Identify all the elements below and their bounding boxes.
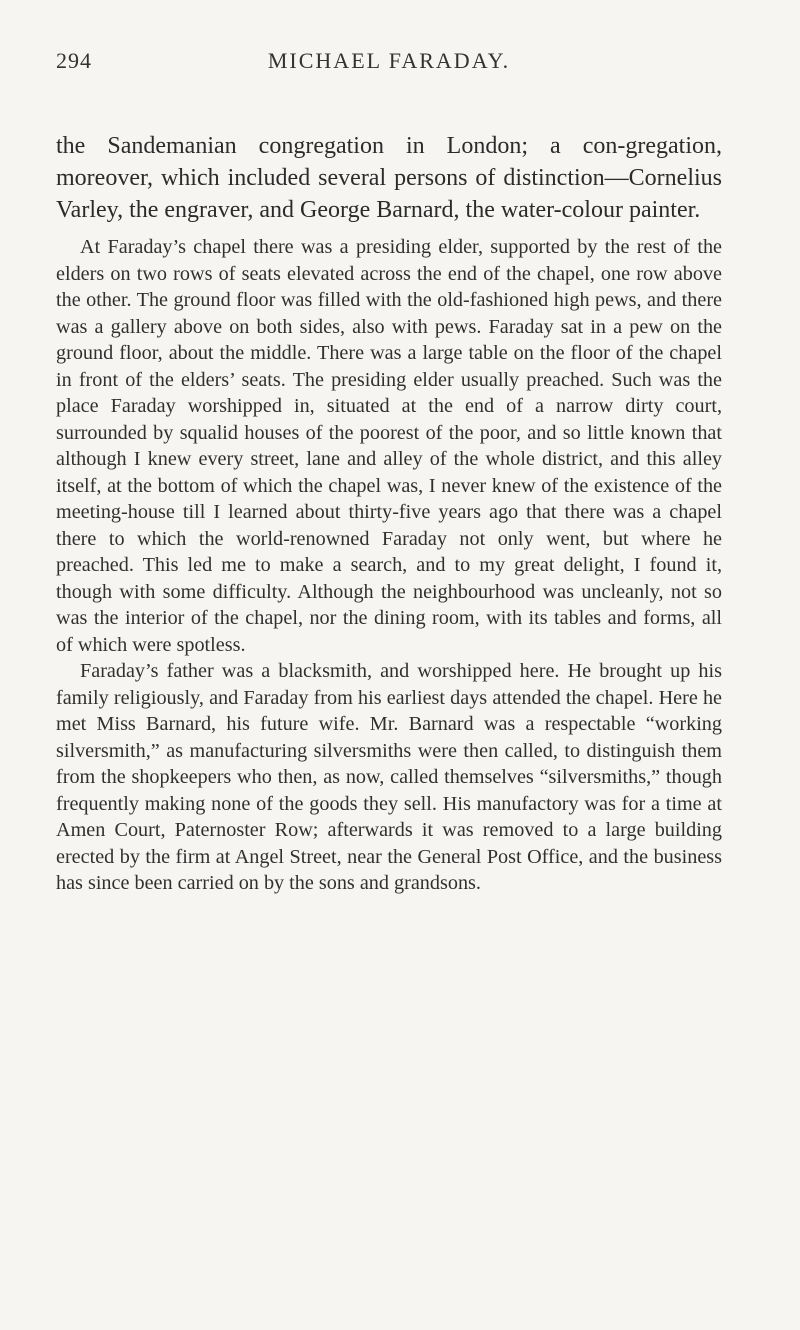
continuation-paragraph: the Sandemanian congregation in London; a con-gregation, moreover, which included several persons of distinction—Cornelius Varley, the engraver, and George Barnard, the water-colour painter. [56,133,722,223]
running-title: MICHAEL FARADAY. [267,48,511,73]
page-number: 294 [56,48,92,73]
body-paragraph: Faraday’s father was a blacksmith, and worshipped here. He brought up his family religiously, and Faraday from his earliest days attended the chapel. Here he met Miss Barnard, his future wife. Mr. Barnard was a respectable “working silversmith,” as manufacturing silversmiths were then called, to distinguish them from the shopkeepers who then, as now, called themselves “silversmiths,” though frequently making none of the goods they sell. His manufactory was for a time at Amen Court, Paternoster Row; afterwards it was removed to a large building erected by the firm at Angel Street, near the General Post Office, and the business has since been carried on by the sons and grandsons. [56,660,722,894]
body-paragraph: At Faraday’s chapel there was a presiding elder, supported by the rest of the elders on two rows of seats elevated across the end of the chapel, one row above the other. The ground floor was filled with the old-fashioned high pews, and there was a gallery above on both sides, also with pews. Faraday sat in a pew on the ground floor, about the middle. There was a large table on the floor of the chapel in front of the elders’ seats. The presiding elder usually preached. Such was the place Faraday worshipped in, situated at the end of a narrow dirty court, surrounded by squalid houses of the poorest of the poor, and so little known that although I knew every street, lane and alley of the whole district, and this alley itself, at the bottom of which the chapel was, I never knew of the existence of the meeting-house till I learned about thirty-five years ago that there was a chapel there to which the world-renowned Faraday not only went, but where he preached. This led me to make a search, and to my great delight, I found it, though with some difficulty. Although the neighbourhood was uncleanly, not so was the interior of the chapel, nor the dining room, with its tables and forms, all of which were spotless. [56,236,722,656]
running-head [56,40,722,80]
book-page [56,40,722,897]
